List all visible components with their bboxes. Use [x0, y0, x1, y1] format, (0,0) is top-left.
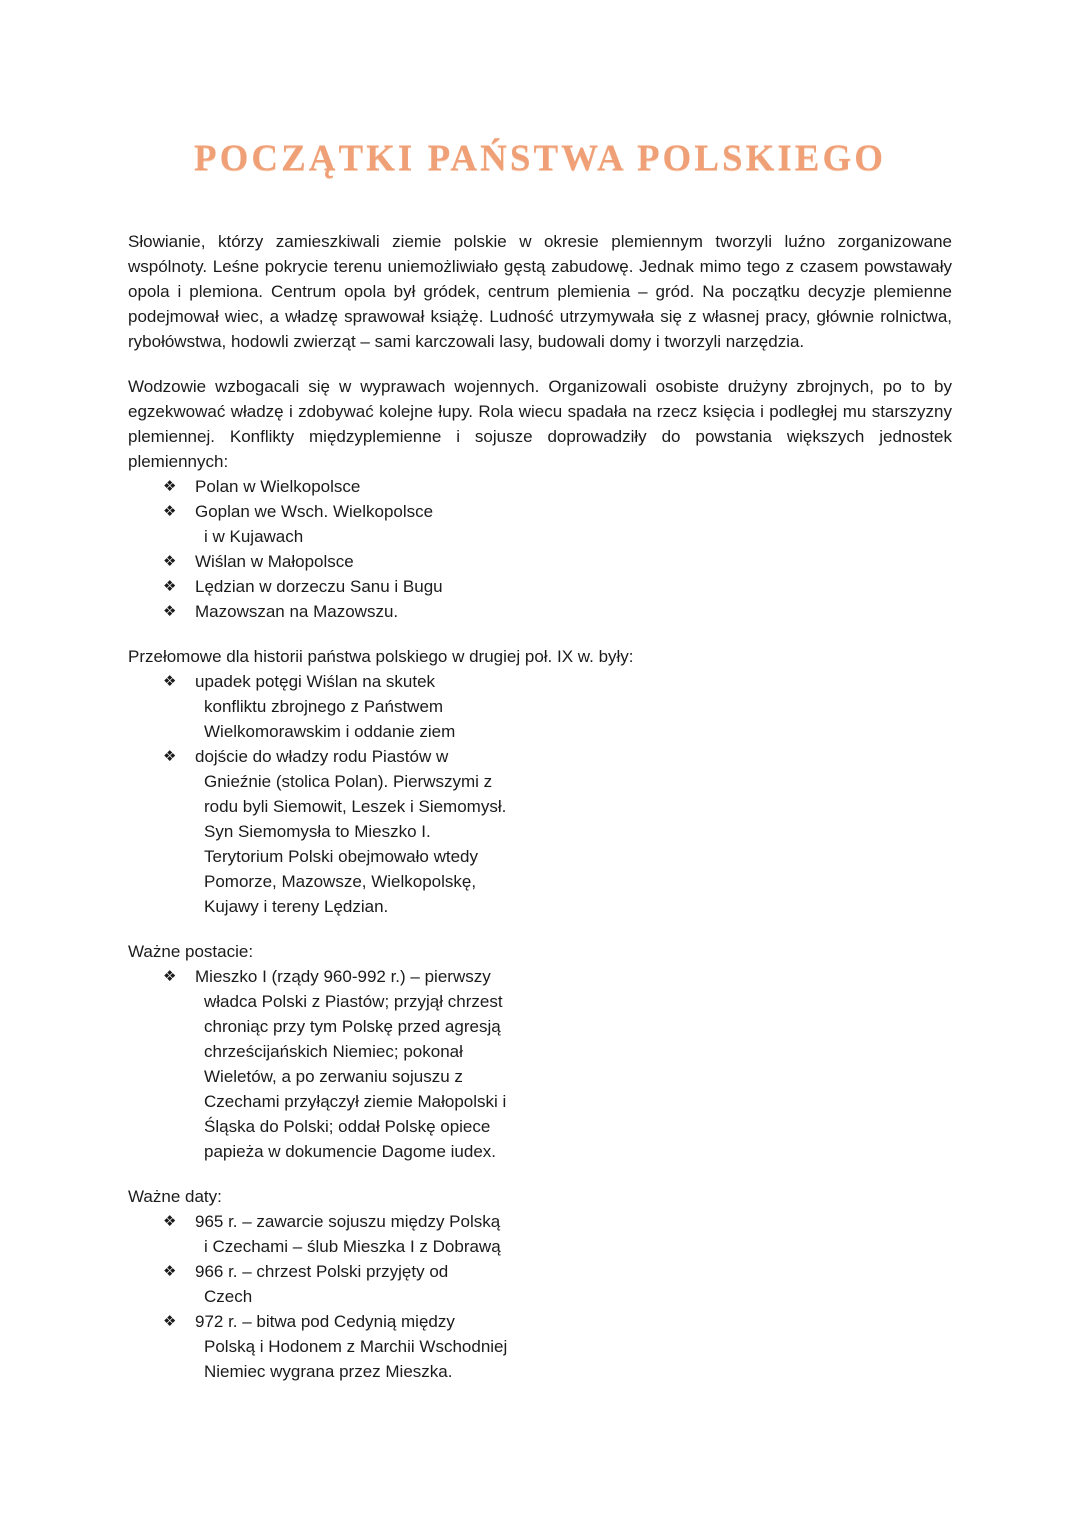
list-item-line: upadek potęgi Wiślan na skutek — [195, 672, 436, 691]
list-item — [128, 574, 952, 599]
list-item-line: Mazowszan na Mazowszu. — [195, 602, 399, 621]
list-item-text — [195, 669, 952, 744]
diamond-bullet-icon: ❖ — [163, 502, 177, 520]
list-item-text — [195, 744, 952, 919]
diamond-bullet-icon: ❖ — [163, 967, 177, 985]
list-item-line: Czechami przyłączył ziemie Małopolski i — [204, 1092, 507, 1111]
list-item-line: papieża w dokumencie Dagome iudex. — [204, 1142, 497, 1161]
list-item-text — [195, 1259, 952, 1309]
list-item-line: 965 r. – zawarcie sojuszu między Polską — [195, 1212, 501, 1231]
list-item-line: Polan w Wielkopolsce — [195, 477, 361, 496]
list-item-line: Czech — [204, 1287, 253, 1306]
list-item-line: 966 r. – chrzest Polski przyjęty od — [195, 1262, 449, 1281]
tribes-list — [128, 474, 952, 624]
list-item-line: Wielkomorawskim i oddanie ziem — [204, 722, 456, 741]
paragraph-dates-intro: Ważne daty: — [128, 1187, 222, 1206]
list-item-text — [195, 474, 952, 499]
diamond-bullet-icon: ❖ — [163, 477, 177, 495]
list-item-line: i w Kujawach — [204, 527, 304, 546]
diamond-bullet-icon: ❖ — [163, 1262, 177, 1280]
breakthrough-list — [128, 669, 952, 919]
list-item-line: 972 r. – bitwa pod Cedynią między — [195, 1312, 455, 1331]
diamond-bullet-icon: ❖ — [163, 1312, 177, 1330]
figures-list — [128, 964, 952, 1164]
paragraph-chieftains: Wodzowie wzbogacali się w wyprawach wojennych. Organizowali osobiste drużyny zbrojnych, po to by egzekwować władzę i zdobywać kolejne łupy. Rola wiecu spadała na rzecz księcia i podległej mu starszyzny plemiennej. Konflikty międzyplemienne i sojusze doprowadziły do powstania większych jednostek plemiennych: — [128, 377, 952, 471]
list-item-line: Śląska do Polski; oddał Polskę opiece — [204, 1117, 491, 1136]
diamond-bullet-icon: ❖ — [163, 602, 177, 620]
section-tribes — [128, 374, 952, 624]
list-item-text — [195, 549, 952, 574]
list-item — [128, 499, 952, 549]
diamond-bullet-icon: ❖ — [163, 577, 177, 595]
list-item — [128, 1259, 952, 1309]
page-title: POCZĄTKI PAŃSTWA POLSKIEGO — [193, 138, 887, 179]
list-item-line: Kujawy i tereny Lędzian. — [204, 897, 389, 916]
diamond-bullet-icon: ❖ — [163, 1212, 177, 1230]
list-item-line: Niemiec wygrana przez Mieszka. — [204, 1362, 453, 1381]
list-item — [128, 1209, 952, 1259]
diamond-bullet-icon: ❖ — [163, 672, 177, 690]
list-item-line: konfliktu zbrojnego z Państwem — [204, 697, 444, 716]
section-figures — [128, 939, 952, 1164]
document-content — [128, 229, 952, 1384]
list-item-line: chroniąc przy tym Polskę przed agresją — [204, 1017, 501, 1036]
list-item-line: Pomorze, Mazowsze, Wielkopolskę, — [204, 872, 477, 891]
list-item — [128, 549, 952, 574]
list-item-line: Syn Siemomysła to Mieszko I. — [204, 822, 431, 841]
list-item-line: i Czechami – ślub Mieszka I z Dobrawą — [204, 1237, 501, 1256]
list-item-line: Terytorium Polski obejmowało wtedy — [204, 847, 478, 866]
section-intro — [128, 229, 952, 354]
list-item-line: Mieszko I (rządy 960-992 r.) – pierwszy — [195, 967, 491, 986]
list-item — [128, 964, 952, 1164]
list-item-text — [195, 574, 952, 599]
list-item-line: Wieletów, a po zerwaniu sojuszu z — [204, 1067, 463, 1086]
list-item — [128, 669, 952, 744]
list-item-line: Goplan we Wsch. Wielkopolsce — [195, 502, 434, 521]
paragraph-intro: Słowianie, którzy zamieszkiwali ziemie polskie w okresie plemiennym tworzyli luźno zorganizowane wspólnoty. Leśne pokrycie terenu uniemożliwiało gęstą zabudowę. Jednak mimo tego z czasem powstawały opola i plemiona. Centrum opola był gródek, centrum plemienia – gród. Na początku decyzje plemienne podejmował wiec, a władzę sprawował książę. Ludność utrzymywała się z własnej pracy, głównie rolnictwa, rybołówstwa, hodowli zwierząt – sami karczowali lasy, budowali domy i tworzyli narzędzia. — [128, 232, 952, 351]
list-item — [128, 599, 952, 624]
list-item-line: chrześcijańskich Niemiec; pokonał — [204, 1042, 463, 1061]
diamond-bullet-icon: ❖ — [163, 747, 177, 765]
dates-list — [128, 1209, 952, 1384]
list-item-line: Gnieźnie (stolica Polan). Pierwszymi z — [204, 772, 493, 791]
list-item-text — [195, 1309, 952, 1384]
list-item — [128, 744, 952, 919]
list-item — [128, 1309, 952, 1384]
list-item — [128, 474, 952, 499]
list-item-text — [195, 964, 952, 1164]
paragraph-breakthrough-intro: Przełomowe dla historii państwa polskiego w drugiej poł. IX w. były: — [128, 647, 634, 666]
list-item-text — [195, 599, 952, 624]
list-item-line: władca Polski z Piastów; przyjął chrzest — [204, 992, 503, 1011]
section-dates — [128, 1184, 952, 1384]
list-item-text — [195, 1209, 952, 1259]
diamond-bullet-icon: ❖ — [163, 552, 177, 570]
list-item-text — [195, 499, 952, 549]
section-breakthrough — [128, 644, 952, 919]
list-item-line: dojście do władzy rodu Piastów w — [195, 747, 449, 766]
list-item-line: Polską i Hodonem z Marchii Wschodniej — [204, 1337, 508, 1356]
list-item-line: Wiślan w Małopolsce — [195, 552, 354, 571]
paragraph-figures-intro: Ważne postacie: — [128, 942, 254, 961]
list-item-line: Lędzian w dorzeczu Sanu i Bugu — [195, 577, 443, 596]
list-item-line: rodu byli Siemowit, Leszek i Siemomysł. — [204, 797, 507, 816]
